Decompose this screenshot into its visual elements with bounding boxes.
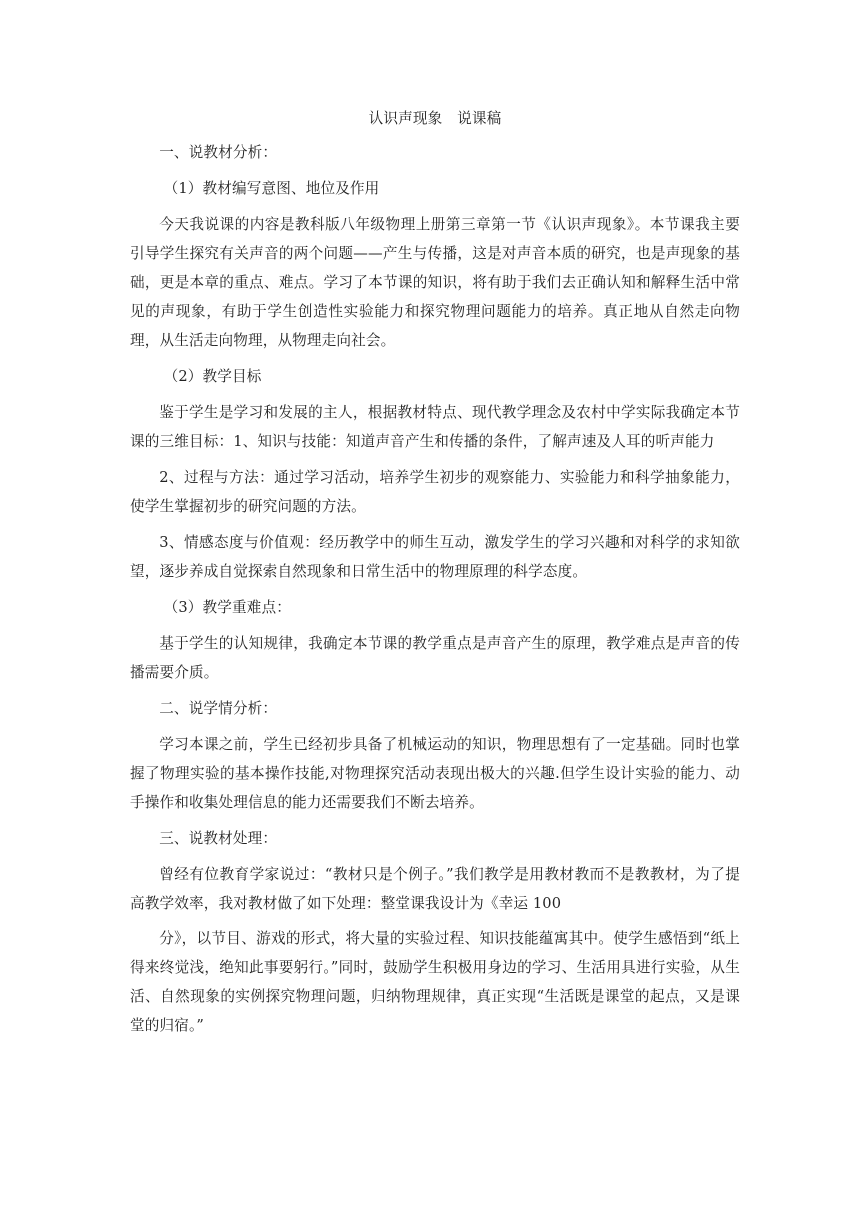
subheading-key-and-difficult-points: （3）教学重难点： (163, 599, 291, 616)
paragraph-emotion-attitude-values: 3、情感态度与价值观：经历教学中的师生互动，激发学生的学习兴趣和对科学的求知欲望，逐步养成自觉探索自然现象和日常生活中的物理原理的科学态度。 (130, 534, 740, 580)
paragraph-key-difficult-points: 基于学生的认知规律，我确定本节课的教学重点是声音产生的原理，教学难点是声音的传播需要介质。 (130, 635, 740, 681)
section-heading-textbook-processing: 三、说教材处理： (159, 830, 278, 847)
paragraph-process-and-method: 2、过程与方法：通过学习活动，培养学生初步的观察能力、实验能力和科学抽象能力，使学生掌握初步的研究问题的方法。 (130, 469, 740, 515)
paragraph-textbook-processing-part2: 分》，以节目、游戏的形式，将大量的实验过程、知识技能蕴寓其中。使学生感悟到“纸上得来终觉浅，绝知此事要躬行。”同时，鼓励学生积极用身边的学习、生活用具进行实验，从生活、自然现象的实例探究物理问题，归纳物理规律，真正实现“生活既是课堂的起点，又是课堂的归宿。” (130, 930, 740, 1034)
subheading-teaching-goals: （2）教学目标 (163, 368, 262, 385)
document-title: 认识声现象 说课稿 (368, 110, 502, 127)
document-body (130, 104, 740, 1047)
section-heading-textbook-analysis: 一、说教材分析： (159, 144, 278, 161)
paragraph-three-dimensional-goals: 鉴于学生是学习和发展的主人，根据教材特点、现代教学理念及农村中学实际我确定本节课的三维目标：1、知识与技能：知道声音产生和传播的条件，了解声速及人耳的听声能力 (130, 404, 740, 450)
subheading-intent-position-role: （1）教材编写意图、地位及作用 (163, 180, 380, 197)
paragraph-lesson-content: 今天我说课的内容是教科版八年级物理上册第三章第一节《认识声现象》。本节课我主要引导学生探究有关声音的两个问题——产生与传播，这是对声音本质的研究，也是声现象的基础，更是本章的重点、难点。学习了本节课的知识，将有助于我们去正确认知和解释生活中常见的声现象，有助于学生创造性实验能力和探究物理问题能力的培养。真正地从自然走向物理，从生活走向物理，从物理走向社会。 (130, 216, 740, 349)
section-heading-student-analysis: 二、说学情分析： (159, 700, 278, 717)
paragraph-textbook-processing-part1: 曾经有位教育学家说过：“教材只是个例子。”我们教学是用教材教而不是教教材，为了提高教学效率，我对教材做了如下处理：整堂课我设计为《幸运 100 (130, 866, 740, 912)
paragraph-student-analysis: 学习本课之前，学生已经初步具备了机械运动的知识，物理思想有了一定基础。同时也掌握了物理实验的基本操作技能,对物理探究活动表现出极大的兴趣.但学生设计实验的能力、动手操作和收集处理信息的能力还需要我们不断去培养。 (130, 736, 740, 811)
